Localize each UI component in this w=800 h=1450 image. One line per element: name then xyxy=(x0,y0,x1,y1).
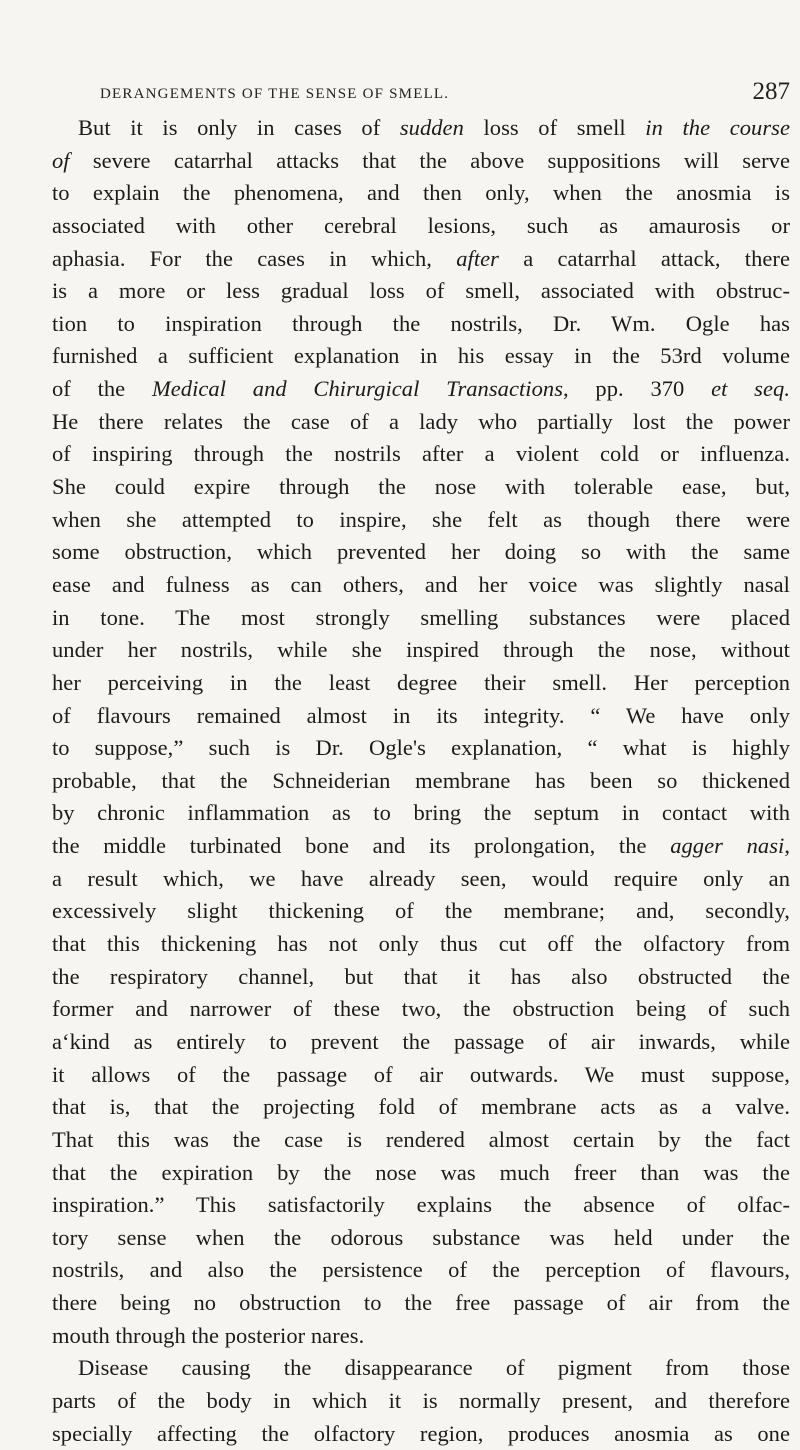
text-run: tion to inspiration through the nostrils, Dr. Wm. Ogle has xyxy=(52,310,790,336)
text-line xyxy=(52,1352,790,1385)
text-run: furnished a sufficient explanation in his essay in the 53rd volume xyxy=(52,343,790,369)
text-line xyxy=(52,1418,790,1450)
text-run: under her nostrils, while she inspired through the nose, without xyxy=(52,637,790,663)
text-line xyxy=(52,536,790,569)
text-run: in tone. The most strongly smelling substances were placed xyxy=(52,604,790,630)
text-run: there being no obstruction to the free passage of air from the xyxy=(52,1290,790,1316)
text-line xyxy=(52,177,790,210)
text-run: She could expire through the nose with tolerable ease, but, xyxy=(52,474,790,500)
text-run: a catarrhal attack, there xyxy=(498,245,790,271)
text-run: when she attempted to inspire, she felt as though there were xyxy=(52,506,790,532)
text-line xyxy=(52,830,790,863)
italic-text: of xyxy=(52,147,70,173)
text-run: tory sense when the odorous substance was held under the xyxy=(52,1224,790,1250)
text-run: some obstruction, which prevented her doing so with the same xyxy=(52,539,790,565)
text-run: Disease causing the disappearance of pigment from those xyxy=(78,1355,790,1381)
text-line xyxy=(52,145,790,178)
text-line xyxy=(52,406,790,439)
text-run: specially affecting the olfactory region, produces anosmia as one xyxy=(52,1420,790,1446)
text-line xyxy=(52,1222,790,1255)
text-run: aphasia. For the cases in which, xyxy=(52,245,457,271)
text-line xyxy=(52,569,790,602)
page-number: 287 xyxy=(752,78,790,105)
text-run: inspiration.” This satisfactorily explains the absence of olfac- xyxy=(52,1192,790,1218)
text-run: , xyxy=(784,833,790,859)
italic-text: after xyxy=(456,245,499,271)
text-line xyxy=(52,471,790,504)
text-line xyxy=(52,863,790,896)
text-run: of flavours remained almost in its integrity. “ We have only xyxy=(52,702,790,728)
text-line xyxy=(52,1320,790,1353)
text-line xyxy=(52,1254,790,1287)
text-run: the respiratory channel, but that it has also obstructed the xyxy=(52,963,790,989)
text-run: by chronic inflammation as to bring the septum in contact with xyxy=(52,800,790,826)
text-run: a result which, we have already seen, would require only an xyxy=(52,865,790,891)
text-line xyxy=(52,1157,790,1190)
text-run: a‘kind as entirely to prevent the passage of air inwards, while xyxy=(52,1028,790,1054)
text-run: probable, that the Schneiderian membrane has been so thickened xyxy=(52,767,790,793)
text-run: of inspiring through the nostrils after a violent cold or influenza. xyxy=(52,441,790,467)
running-title: DERANGEMENTS OF THE SENSE OF SMELL. xyxy=(100,86,450,102)
text-line xyxy=(52,340,790,373)
text-line xyxy=(52,765,790,798)
text-run: parts of the body in which it is normally present, and therefore xyxy=(52,1387,790,1413)
text-run: loss of smell xyxy=(463,115,646,140)
text-line xyxy=(52,1124,790,1157)
text-line xyxy=(52,602,790,635)
text-line xyxy=(52,1026,790,1059)
text-line xyxy=(52,373,790,406)
text-line xyxy=(52,797,790,830)
text-line xyxy=(52,895,790,928)
text-line xyxy=(52,438,790,471)
text-line xyxy=(52,308,790,341)
text-run: nostrils, and also the persistence of the perception of flavours, xyxy=(52,1257,790,1283)
text-run: associated with other cerebral lesions, such as amaurosis or xyxy=(52,212,790,238)
text-run: that the expiration by the nose was much freer than was the xyxy=(52,1159,790,1185)
text-run: , pp. 370 xyxy=(563,376,712,402)
text-line xyxy=(52,1059,790,1092)
text-run: That this was the case is rendered almost certain by the fact xyxy=(52,1126,790,1152)
text-line xyxy=(52,1287,790,1320)
text-line xyxy=(52,667,790,700)
text-line xyxy=(52,112,790,145)
text-run: former and narrower of these two, the obstruction being of such xyxy=(52,996,790,1022)
text-run: the middle turbinated bone and its prolongation, the xyxy=(52,833,671,859)
italic-text: sudden xyxy=(399,115,464,140)
text-line xyxy=(52,1189,790,1222)
text-line xyxy=(52,634,790,667)
text-line xyxy=(52,993,790,1026)
text-run: severe catarrhal attacks that the above suppositions will serve xyxy=(69,147,790,173)
text-line xyxy=(52,243,790,276)
text-run: mouth through the posterior nares. xyxy=(52,1322,365,1348)
text-run: But it is only in cases of xyxy=(78,115,400,140)
text-run: to suppose,” such is Dr. Ogle's explanation, “ what is highly xyxy=(52,735,790,761)
italic-text: et seq. xyxy=(711,376,790,402)
text-run: it allows of the passage of air outwards. We must suppose, xyxy=(52,1061,790,1087)
text-run: is a more or less gradual loss of smell, associated with obstruc- xyxy=(52,278,790,304)
text-line xyxy=(52,504,790,537)
text-line xyxy=(52,275,790,308)
text-line xyxy=(52,961,790,994)
text-run: of the xyxy=(52,376,152,402)
text-line xyxy=(52,1091,790,1124)
italic-text: agger nasi xyxy=(670,833,785,859)
text-line xyxy=(52,928,790,961)
text-run: He there relates the case of a lady who partially lost the power xyxy=(52,408,790,434)
text-run: excessively slight thickening of the membrane; and, secondly, xyxy=(52,898,790,924)
text-run: that is, that the projecting fold of membrane acts as a valve. xyxy=(52,1094,790,1120)
text-line xyxy=(52,1385,790,1418)
text-line xyxy=(52,210,790,243)
text-line xyxy=(52,700,790,733)
body-text xyxy=(52,112,790,1450)
text-run: ease and fulness as can others, and her voice was slightly nasal xyxy=(52,571,790,597)
text-run: her perceiving in the least degree their smell. Her perception xyxy=(52,669,790,695)
italic-text: Medical and Chirurgical Transactions xyxy=(151,376,564,402)
text-line xyxy=(52,732,790,765)
running-head xyxy=(80,78,790,112)
italic-text: in the course xyxy=(645,115,790,140)
text-run: that this thickening has not only thus cut off the olfactory from xyxy=(52,931,790,957)
text-run: to explain the phenomena, and then only, when the anosmia is xyxy=(52,180,790,206)
